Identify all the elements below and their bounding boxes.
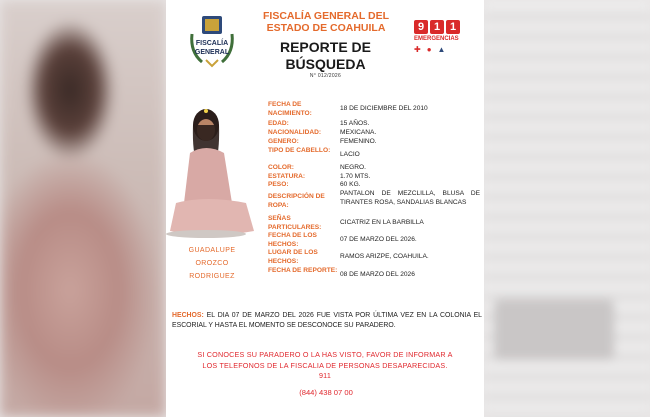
field-label: FECHA DE REPORTE: xyxy=(268,267,338,274)
field-label: FECHA DE LOS HECHOS: xyxy=(268,232,317,248)
field-value: PANTALON DE MEZCLILLA, BLUSA DE TIRANTES ROSA, SANDALIAS BLANCAS xyxy=(340,190,480,206)
field-label: LUGAR DE LOS HECHOS: xyxy=(268,249,318,265)
agency-title-line1: FISCALÍA GENERAL DEL xyxy=(262,10,389,22)
call-line1: SI CONOCES SU PARADERO O LA HAS VISTO, FAVOR DE INFORMAR A xyxy=(197,350,453,359)
field-value: 07 DE MARZO DEL 2026. xyxy=(340,236,417,243)
incident-description xyxy=(172,311,482,331)
search-report-poster xyxy=(166,0,484,417)
field-value: 08 DE MARZO DEL 2026 xyxy=(340,271,415,278)
field-label: GENERO: xyxy=(268,138,299,145)
field-value: 60 KG. xyxy=(340,181,361,188)
field-label: EDAD: xyxy=(268,120,289,127)
emergency-911-logo xyxy=(414,20,474,66)
name-line3: RODRIGUEZ xyxy=(189,273,235,280)
field-value: MEXICANA. xyxy=(340,129,377,136)
fire-icon: ● xyxy=(426,45,432,54)
field-value: 15 AÑOS. xyxy=(340,120,370,127)
field-label: FECHA DE NACIMIENTO: xyxy=(268,101,312,117)
agency-title-line2: ESTADO DE COAHUILA xyxy=(266,22,386,34)
agency-title xyxy=(256,10,396,34)
name-line2: OROZCO xyxy=(195,260,229,267)
field-label: TIPO DE CABELLO: xyxy=(268,147,331,154)
incident-text: EL DIA 07 DE MARZO DEL 2026 FUE VISTA POR ÚLTIMA VEZ EN LA COLONIA EL ESCORIAL Y HASTA EL MOMENTO SE DESCONOCE SU PARADERO. xyxy=(172,312,482,329)
call-line3: 911 xyxy=(318,371,332,380)
field-label: ESTATURA: xyxy=(268,173,306,180)
field-value: RAMOS ARIZPE, COAHUILA. xyxy=(340,253,429,260)
report-title xyxy=(258,39,393,73)
missing-person-photo xyxy=(166,103,256,238)
field-value: NEGRO. xyxy=(340,164,367,171)
incident-label: HECHOS: xyxy=(172,312,204,319)
fiscalia-seal-logo xyxy=(186,14,238,70)
field-label: DESCRIPCIÓN DE ROPA: xyxy=(268,193,325,209)
blurred-background-left xyxy=(0,0,166,417)
seal-text-line2: GENERAL xyxy=(194,49,230,56)
field-value: 1.70 MTS. xyxy=(340,173,371,180)
emergency-digit-3: 1 xyxy=(446,20,460,34)
field-label: NACIONALIDAD: xyxy=(268,129,322,136)
field-label: COLOR: xyxy=(268,164,295,171)
call-to-action xyxy=(172,350,478,382)
police-badge-icon: ▲ xyxy=(437,45,446,54)
report-number: N° 012/2026 xyxy=(309,73,342,79)
seal-text-line1: FISCALÍA xyxy=(195,40,229,47)
field-value: CICATRIZ EN LA BARBILLA xyxy=(340,219,424,226)
missing-person-name xyxy=(172,244,252,283)
call-line2: LOS TELEFONOS DE LA FISCALIA DE PERSONAS DESAPARECIDAS. xyxy=(202,360,448,370)
emergency-digit-2: 1 xyxy=(430,20,444,34)
medical-cross-icon: ✚ xyxy=(414,45,421,54)
name-line1: GUADALUPE xyxy=(188,247,236,254)
field-value: LACIO xyxy=(340,151,360,158)
field-label: SEÑAS PARTICULARES: xyxy=(268,215,322,231)
blurred-background-right xyxy=(484,0,650,417)
report-title-line1: REPORTE DE xyxy=(279,39,371,55)
report-title-line2: BÚSQUEDA xyxy=(285,56,366,72)
contact-phone: (844) 438 07 00 xyxy=(299,388,353,397)
field-value: FEMENINO. xyxy=(340,138,377,145)
field-label: PESO: xyxy=(268,181,289,188)
field-value: 18 DE DICIEMBRE DEL 2010 xyxy=(340,105,428,112)
emergency-digit-1: 9 xyxy=(414,20,428,34)
emergency-label: EMERGENCIAS xyxy=(414,36,459,42)
